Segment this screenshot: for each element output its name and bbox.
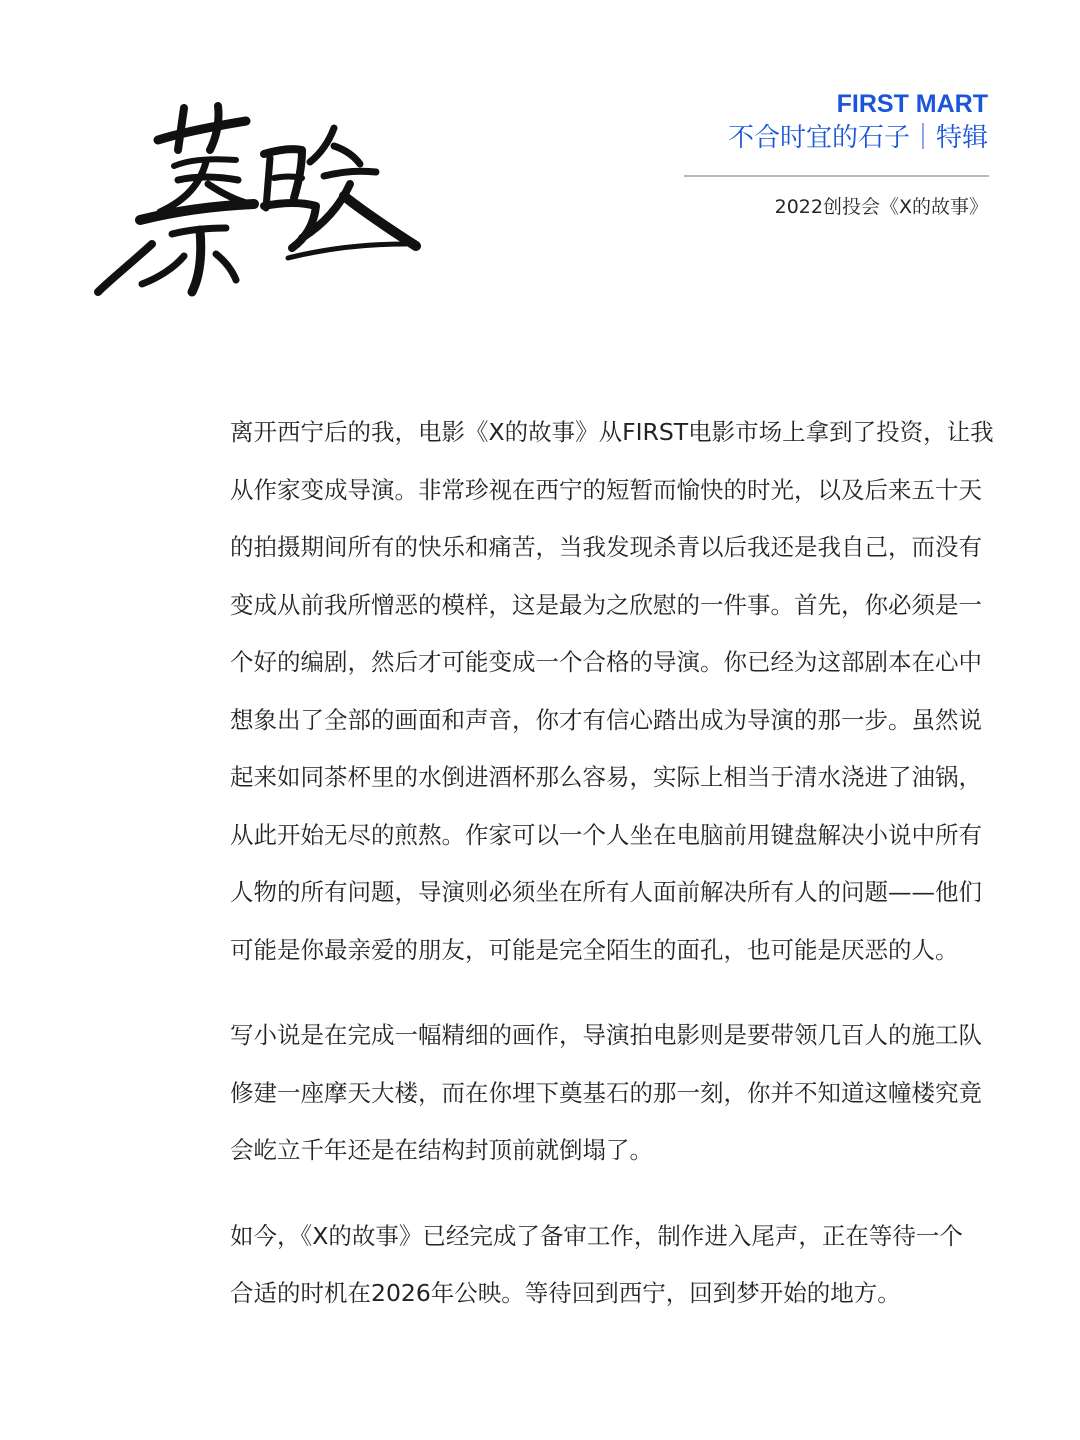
article-body bbox=[230, 404, 994, 1351]
text-line: 个好的编剧，然后才可能变成一个合格的导演。你已经为这部剧本在心中 bbox=[230, 648, 982, 676]
text-line: 想象出了全部的画面和声音，你才有信心踏出成为导演的那一步。虽然说 bbox=[230, 705, 982, 734]
text-line: 如今，《X的故事》已经完成了备审工作，制作进入尾声，正在等待一个 bbox=[230, 1221, 963, 1250]
calligraphy-signature-icon bbox=[88, 88, 428, 303]
event-label: 2022创投会《X的故事》 bbox=[774, 196, 988, 218]
paragraph-3 bbox=[230, 1208, 990, 1323]
text-line: 修建一座摩天大楼，而在你埋下奠基石的那一刻，你并不知道这幢楼究竟 bbox=[230, 1078, 982, 1107]
text-line: 从作家变成导演。非常珍视在西宁的短暂而愉快的时光，以及后来五十天 bbox=[230, 475, 982, 504]
text-line: 写小说是在完成一幅精细的画作，导演拍电影则是要带领几百人的施工队 bbox=[230, 1021, 982, 1049]
text-line: 合适的时机在2026年公映。等待回到西宁，回到梦开始的地方。 bbox=[230, 1279, 901, 1307]
text-line: 会屹立千年还是在结构封顶前就倒塌了。 bbox=[230, 1136, 653, 1164]
text-line: 起来如同茶杯里的水倒进酒杯那么容易，实际上相当于清水浇进了油锅， bbox=[230, 763, 982, 791]
header-divider bbox=[684, 175, 989, 177]
text-line: 的拍摄期间所有的快乐和痛苦，当我发现杀青以后我还是我自己，而没有 bbox=[230, 533, 982, 561]
text-line: 可能是你最亲爱的朋友，可能是完全陌生的面孔，也可能是厌恶的人。 bbox=[230, 935, 959, 964]
text-line: 变成从前我所憎恶的模样，这是最为之欣慰的一件事。首先，你必须是一 bbox=[230, 590, 982, 619]
series-subtitle: 不合时宜的石子｜特辑 bbox=[727, 123, 988, 153]
header-block bbox=[668, 88, 988, 155]
text-line: 从此开始无尽的煎熬。作家可以一个人坐在电脑前用键盘解决小说中所有 bbox=[230, 820, 982, 849]
signature-logo bbox=[88, 88, 428, 303]
paragraph-2 bbox=[230, 1007, 990, 1180]
text-line: 人物的所有问题，导演则必须坐在所有人面前解决所有人的问题——他们 bbox=[230, 878, 982, 906]
text-line: 离开西宁后的我，电影《X的故事》从FIRST电影市场上拿到了投资，让我 bbox=[230, 418, 994, 446]
brand-title: FIRST MART bbox=[836, 90, 988, 118]
paragraph-1 bbox=[230, 404, 994, 979]
